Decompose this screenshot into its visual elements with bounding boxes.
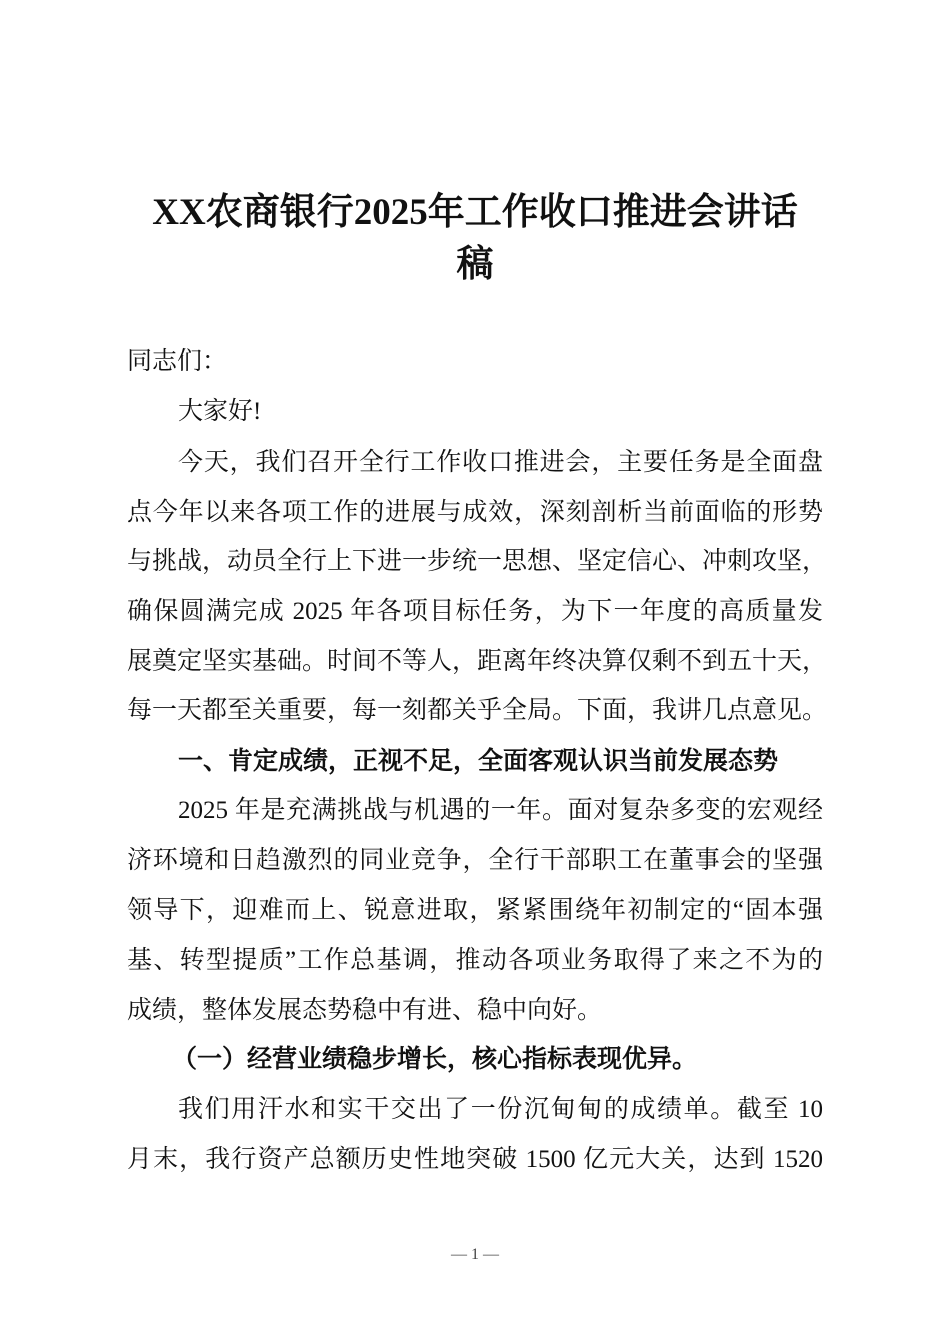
paragraph-line: 领导下，迎难而上、锐意进取，紧紧围绕年初制定的“固本强 [127, 897, 823, 924]
paragraph-line: 2025 年是充满挑战与机遇的一年。面对复杂多变的宏观经 [178, 797, 823, 824]
document-title-line-1: XX农商银行2025年工作收口推进会讲话 [152, 192, 798, 233]
paragraph-line: 点今年以来各项工作的进展与成效，深刻剖析当前面临的形势 [127, 499, 823, 526]
paragraph-line: 与挑战，动员全行上下进一步统一思想、坚定信心、冲刺攻坚， [127, 548, 828, 575]
paragraph-line: 今天，我们召开全行工作收口推进会，主要任务是全面盘 [178, 449, 823, 476]
paragraph-line: 我们用汗水和实干交出了一份沉甸甸的成绩单。截至 10 [178, 1096, 823, 1123]
document-title-line-2: 稿 [456, 244, 494, 285]
subsection-heading-1: （一）经营业绩稳步增长，核心指标表现优异。 [172, 1046, 698, 1073]
paragraph-line: 确保圆满完成 2025 年各项目标任务，为下一年度的高质量发 [127, 598, 823, 625]
paragraph-line: 月末，我行资产总额历史性地突破 1500 亿元大关，达到 1520 [127, 1146, 823, 1173]
paragraph-line: 基、转型提质”工作总基调，推动各项业务取得了来之不为的 [127, 947, 823, 974]
paragraph-line: 济环境和日趋激烈的同业竞争，全行干部职工在董事会的坚强 [127, 847, 823, 874]
paragraph-line: 每一天都至关重要，每一刻都关乎全局。下面，我讲几点意见。 [127, 697, 828, 724]
salutation: 同志们： [127, 348, 228, 375]
greeting: 大家好! [178, 398, 262, 425]
paragraph-line: 成绩，整体发展态势稳中有进、稳中向好。 [127, 997, 603, 1024]
page-number: — 1 — [451, 1246, 499, 1263]
section-heading-1: 一、肯定成绩，正视不足，全面客观认识当前发展态势 [178, 748, 779, 775]
paragraph-line: 展奠定坚实基础。时间不等人，距离年终决算仅剩不到五十天， [127, 648, 828, 675]
